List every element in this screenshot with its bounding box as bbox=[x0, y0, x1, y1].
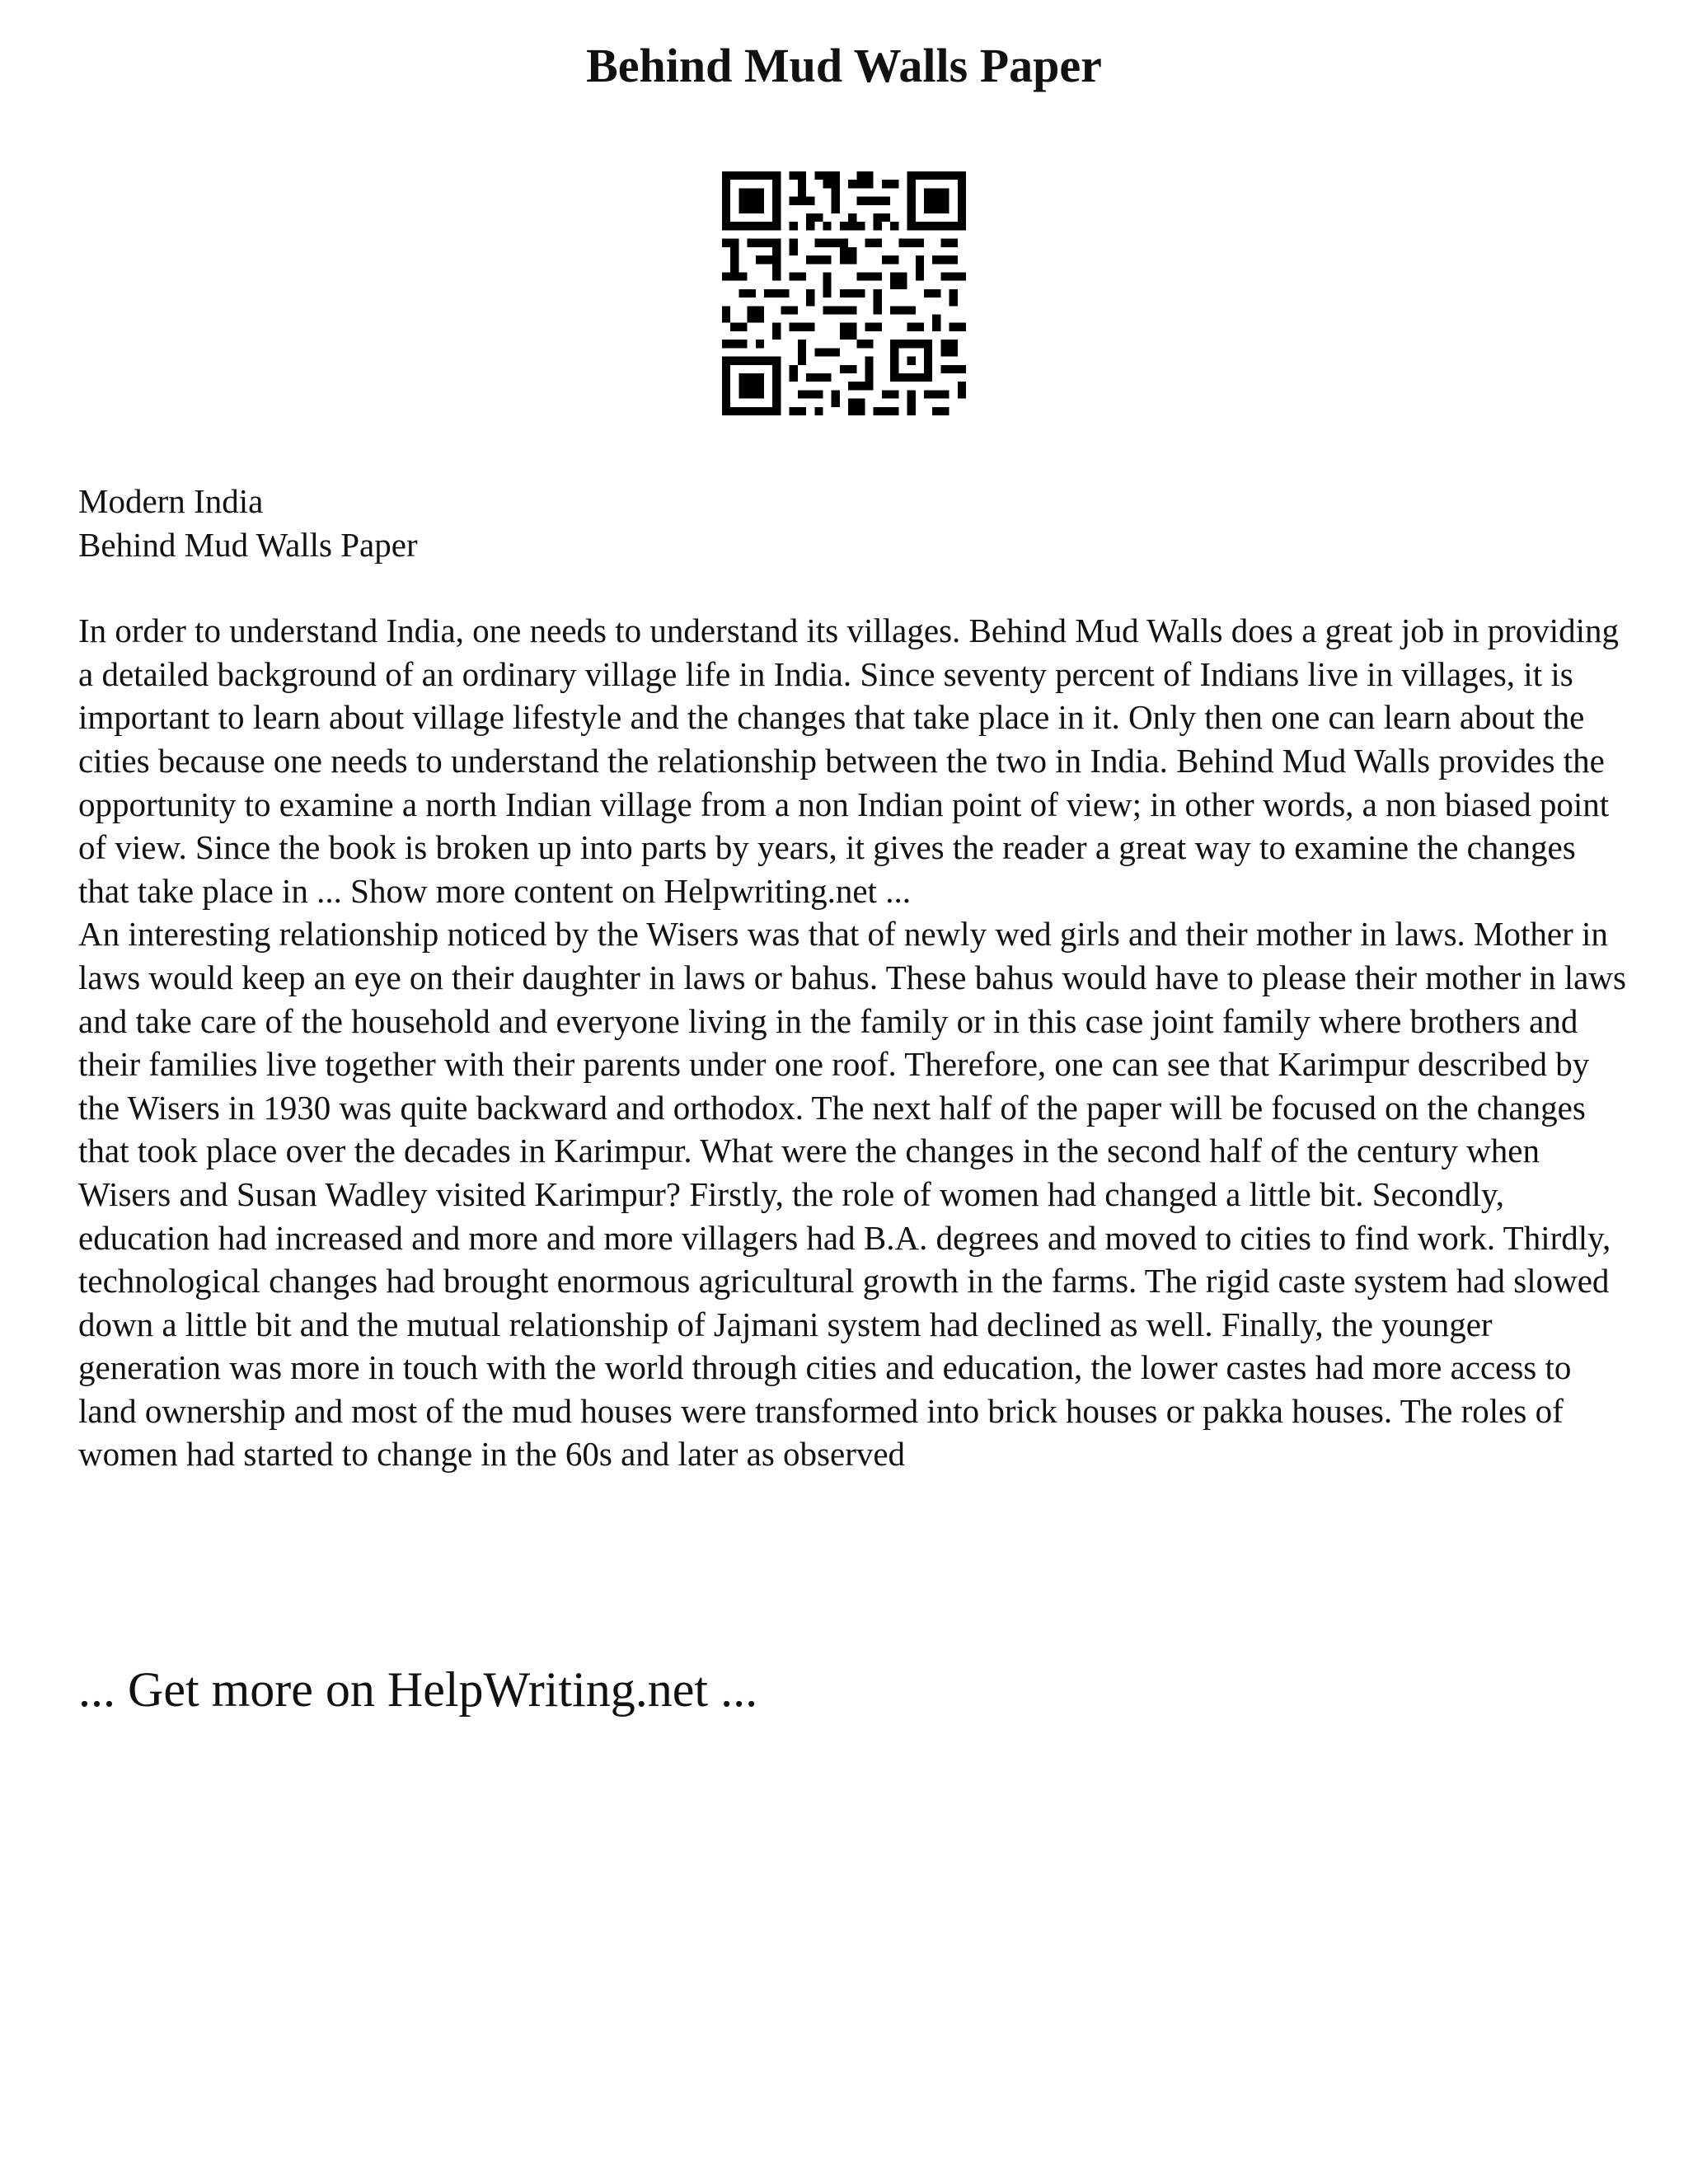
paragraph-main: An interesting relationship noticed by the Wisers was that of newly wed girls and their mother in laws. Mother in laws would keep an eye on their daughter in laws or bahus. These bahus would have to please their mother in laws and take care of the household and everyone living in the family or in this case joint family where brothers and their families live together with their parents under one roof. Therefore, one can see that Karimpur described by the Wisers in 1930 was quite backward and orthodox. The next half of the paper will be focused on the changes that took place over the decades in Karimpur. What were the changes in the second half of the century when Wisers and Susan Wadley visited Karimpur? Firstly, the role of women had changed a little bit. Secondly, education had increased and more and more villagers had B.A. degrees and moved to cities to find work. Thirdly, technological changes had brought enormous agricultural growth in the farms. The rigid caste system had slowed down a little bit and the mutual relationship of Jajmani system had declined as well. Finally, the younger generation was more in touch with the world through cities and education, the lower castes had more access to land ownership and most of the mud houses were transformed into brick houses or pakka houses. The roles of women had started to change in the 60s and later as observed bbox=[78, 915, 1626, 1474]
get-more-link[interactable]: ... Get more on HelpWriting.net ... bbox=[78, 1662, 758, 1717]
document-body bbox=[78, 480, 1628, 1476]
paragraph-spacer bbox=[78, 566, 1628, 609]
subheading-title: Behind Mud Walls Paper bbox=[78, 525, 418, 564]
qr-code-icon bbox=[722, 171, 966, 415]
subheading-course: Modern India bbox=[78, 482, 264, 520]
paragraph-intro: In order to understand India, one needs to understand its villages. Behind Mud Walls does a great job in providing a detailed background of an ordinary village life in India. Since seventy percent of Indians live in villages, it is important to learn about village lifestyle and the changes that take place in it. Only then one can learn about the cities because one needs to understand the relationship between the two in India. Behind Mud Walls provides the opportunity to examine a north Indian village from a non Indian point of view; in other words, a non biased point of view. Since the book is broken up into parts by years, it gives the reader a great way to examine the changes that take place in ... Show more content on Helpwriting.net ... bbox=[78, 612, 1620, 910]
page-title: Behind Mud Walls Paper bbox=[586, 39, 1102, 92]
